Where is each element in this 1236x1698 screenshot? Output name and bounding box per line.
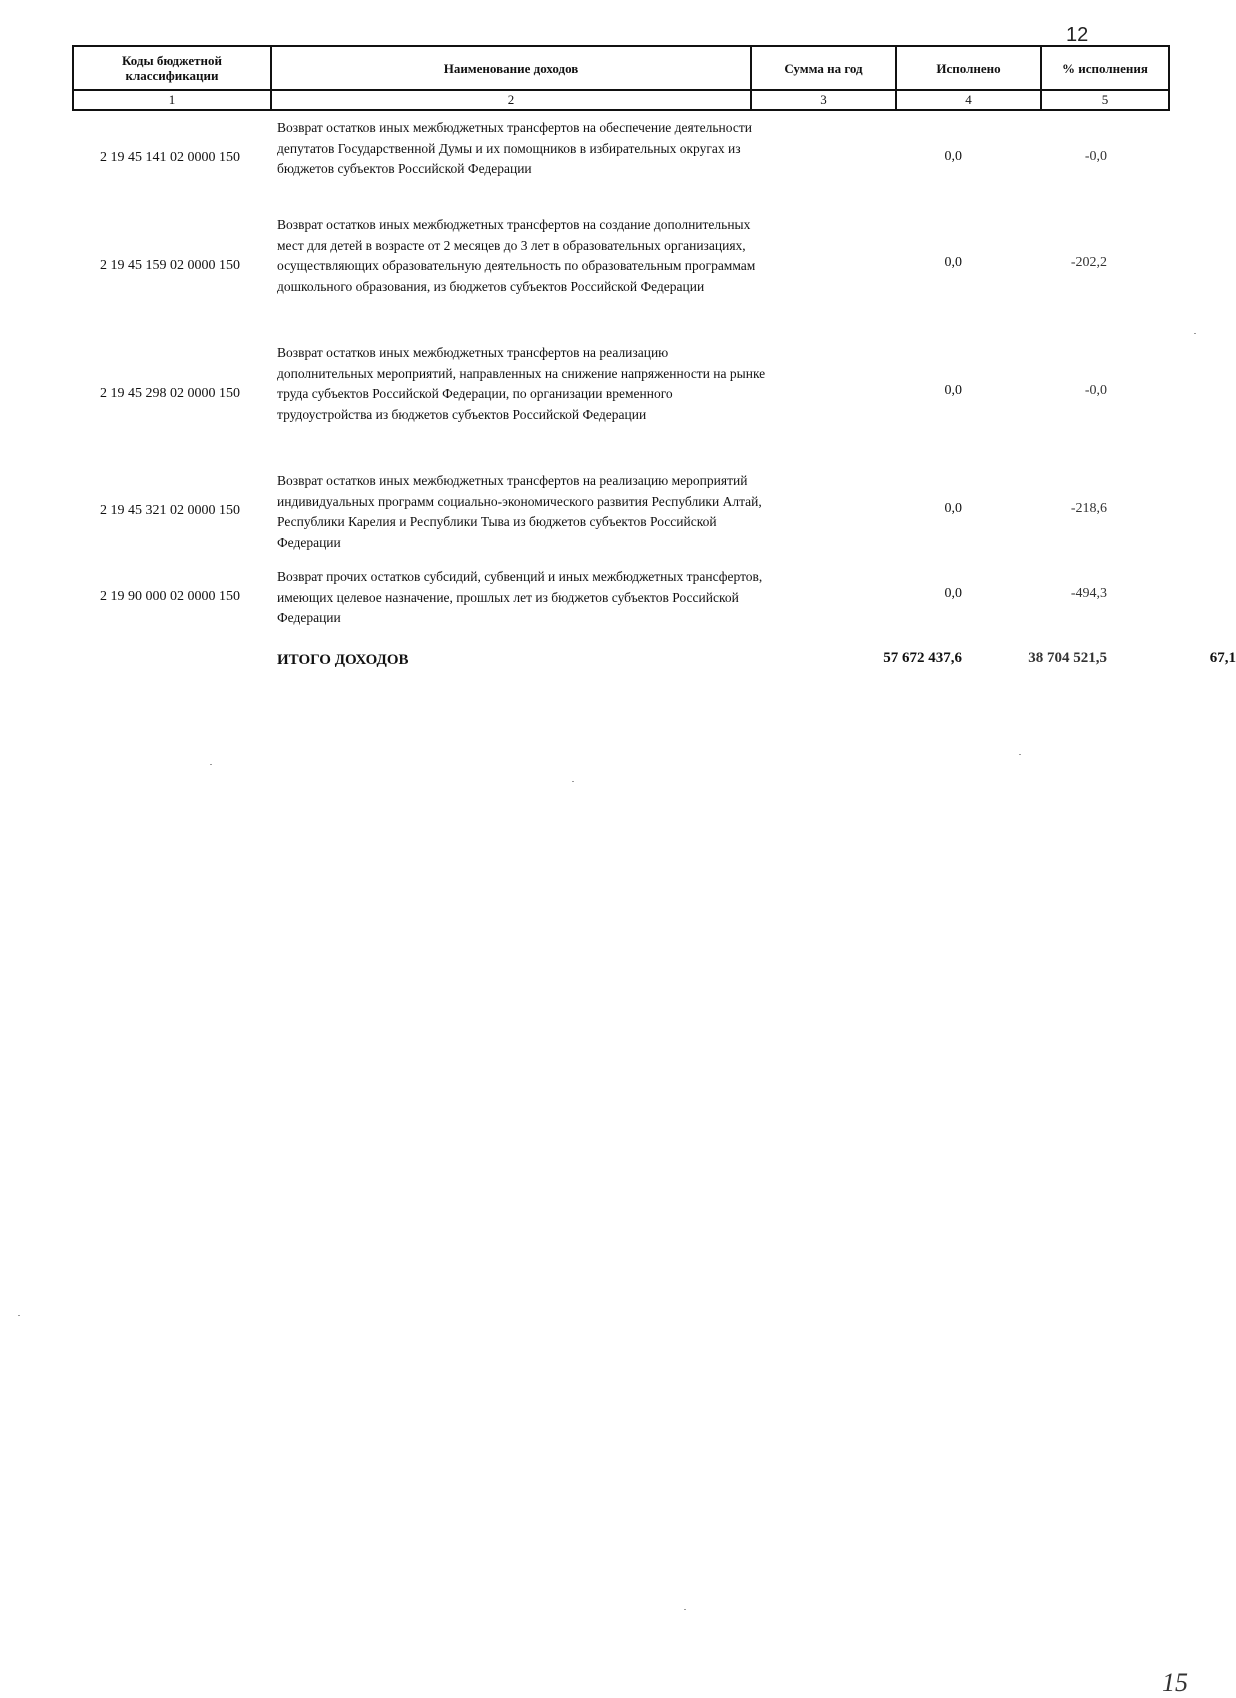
- header-annual-sum: Сумма на год: [751, 46, 896, 90]
- scan-speck: [1194, 333, 1196, 334]
- table-row: [72, 343, 1168, 448]
- header-num-2: 2: [271, 90, 751, 110]
- row-executed: -0,0: [1084, 383, 1107, 398]
- row-name: Возврат остатков иных межбюджетных трансфертов на реализацию мероприятий индивидуальных программ социально-экономического развития Республики Алтай, Республики Карелия и Республики Тыва из бюджетов субъектов Российской Федерации: [277, 473, 762, 550]
- row-executed: -218,6: [1070, 501, 1107, 516]
- table-row: [72, 471, 1168, 557]
- header-num-5: 5: [1041, 90, 1169, 110]
- header-num-3: 3: [751, 90, 896, 110]
- table-row: [72, 567, 1168, 633]
- total-executed: 38 704 521,5: [1028, 650, 1107, 666]
- row-code: 2 19 45 159 02 0000 150: [100, 258, 240, 273]
- row-code: 2 19 90 000 02 0000 150: [100, 589, 240, 604]
- row-name: Возврат остатков иных межбюджетных трансфертов на обеспечение деятельности депутатов Государственной Думы и их помощников в избирательных округах из бюджетов субъектов Российской Федерации: [277, 120, 752, 176]
- row-code: 2 19 45 298 02 0000 150: [100, 386, 240, 401]
- total-annual-sum: 57 672 437,6: [883, 650, 962, 666]
- header-executed: Исполнено: [896, 46, 1041, 90]
- page-number: 12: [1066, 24, 1089, 46]
- row-executed: -202,2: [1070, 255, 1107, 270]
- row-name: Возврат остатков иных межбюджетных трансфертов на создание дополнительных мест для детей в возрасте от 2 месяцев до 3 лет в образовательных организациях, осуществляющих образовательную деятельность по образовательным программам дошкольного образования, из бюджетов субъектов Российской Федерации: [277, 217, 756, 294]
- row-executed: -0,0: [1084, 149, 1107, 164]
- row-annual-sum: 0,0: [944, 383, 962, 398]
- row-annual-sum: 0,0: [944, 149, 962, 164]
- table-header: [72, 45, 1170, 111]
- header-income-name: Наименование доходов: [271, 46, 751, 90]
- header-execution-percent: % исполнения: [1041, 46, 1169, 90]
- header-codes: Коды бюджетной классификации: [73, 46, 271, 90]
- header-num-4: 4: [896, 90, 1041, 110]
- row-name: Возврат прочих остатков субсидий, субвенций и иных межбюджетных трансфертов, имеющих целевое назначение, прошлых лет из бюджетов субъектов Российской Федерации: [277, 569, 763, 625]
- row-code: 2 19 45 321 02 0000 150: [100, 503, 240, 518]
- scan-speck: [1019, 754, 1021, 755]
- total-label: ИТОГО ДОХОДОВ: [277, 652, 409, 668]
- corner-handwritten-mark: 15: [1162, 1668, 1188, 1697]
- header-row: [73, 46, 1169, 90]
- scan-speck: [210, 764, 212, 765]
- header-numbers-row: [73, 90, 1169, 110]
- total-execution-percent: 67,1: [1209, 650, 1236, 666]
- table-row: [72, 118, 1168, 204]
- table-row: [72, 215, 1168, 320]
- row-annual-sum: 0,0: [944, 586, 962, 601]
- row-executed: -494,3: [1070, 586, 1107, 601]
- total-row: [72, 650, 1236, 674]
- row-code: 2 19 45 141 02 0000 150: [100, 150, 240, 165]
- row-annual-sum: 0,0: [944, 255, 962, 270]
- scan-speck: [18, 1315, 20, 1316]
- scan-speck: [572, 781, 574, 782]
- row-name: Возврат остатков иных межбюджетных трансфертов на реализацию дополнительных мероприятий, направленных на снижение напряженности на рынке труда субъектов Российской Федерации, по организации временного трудоустройства из бюджетов субъектов Российской Федерации: [277, 345, 766, 422]
- scan-speck: [684, 1609, 686, 1610]
- header-num-1: 1: [73, 90, 271, 110]
- row-annual-sum: 0,0: [944, 501, 962, 516]
